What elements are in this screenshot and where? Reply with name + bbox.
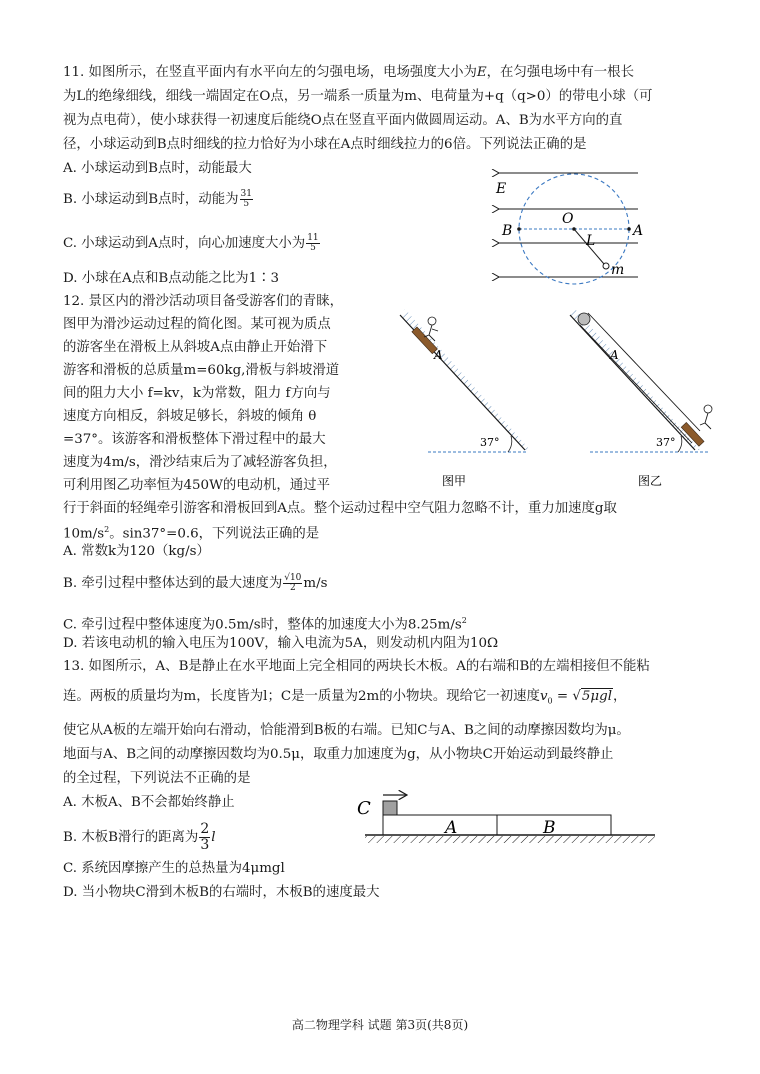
q13-option-a: A. 木板A、B不会都始终静止 <box>63 795 235 810</box>
q13-line1: 13. 如图所示，A、B是静止在水平地面上完全相同的两块长木板。A的右端和B的左端相接但不能粘 <box>63 659 650 674</box>
q12-option-d: D. 若该电动机的输入电压为100V，输入电流为5A，则发动机内阻为10Ω <box>63 636 499 651</box>
caption-jia: 图甲 <box>442 474 467 488</box>
label-a: A <box>434 348 443 362</box>
q12-line8: 速度为4m/s，滑沙结束后为了减轻游客负担， <box>63 455 337 470</box>
label-o: O <box>562 211 574 227</box>
q12-option-c: C. 牵引过程中整体速度为0.5m/s时，整体的加速度大小为$8.25m/s^2$ <box>63 616 467 633</box>
tourist-head <box>704 405 712 413</box>
q13-option-b: B. 木板B滑行的距离为 $\frac{2}{3}$ l <box>63 821 216 853</box>
q11-option-b: B. 小球运动到B点时，动能为 $\frac{31}{5}$ <box>63 189 252 209</box>
rope <box>588 313 700 431</box>
q13-line3: 使它从A板的左端开始向右滑动，恰能滑到B板的右端。已知C与A、B之间的动摩擦因数均为μ。 <box>63 723 630 738</box>
ground-hatch <box>365 836 655 843</box>
q11-option-c: C. 小球运动到A点时，向心加速度大小为 $\frac{11}{5}$ <box>63 233 319 253</box>
angle-arc <box>508 436 512 452</box>
label-e: E <box>496 181 507 197</box>
charged-ball <box>603 263 609 269</box>
slope-line <box>570 315 695 450</box>
q12-line7: =37°。该游客和滑板整体下滑过程中的最大 <box>63 432 326 447</box>
q11-line3: 视为点电荷），使小球获得一初速度后能绕O点在竖直平面内做圆周运动。A、B为水平方向的直 <box>63 113 623 128</box>
point-o <box>572 227 576 231</box>
label-b: B <box>543 818 556 838</box>
q11-circle-figure <box>480 165 650 290</box>
q13-boards-figure <box>355 788 660 850</box>
page-footer: 高二物理学科 试题 第3页(共8页) <box>291 1018 469 1032</box>
q11-line2: 为L的绝缘细线，细线一端固定在O点，另一端系一质量为m、电荷量为+q（q>0）的带电小球（可 <box>63 89 653 104</box>
label-a: A <box>610 348 619 362</box>
rope <box>580 325 692 443</box>
q13-line2: 连。两板的质量均为m，长度皆为l；C是一质量为2m的小物块。现给它一初速度$v_0 = √5\mu gl$， <box>63 689 627 706</box>
q11-option-d: D. 小球在A点和B点动能之比为1∶3 <box>63 271 280 286</box>
q11-line4: 径，小球运动到B点时细线的拉力恰好为小球在A点时细线拉力的6倍。下列说法正确的是 <box>63 137 587 152</box>
block-c <box>383 801 397 815</box>
q12-line1: 12. 景区内的滑沙活动项目备受游客们的青睐， <box>63 294 343 309</box>
caption-yi: 图乙 <box>638 474 663 488</box>
label-c: C <box>357 798 371 819</box>
label-b: B <box>502 223 513 239</box>
motor-pulley <box>578 313 590 325</box>
tourist-body <box>700 413 711 429</box>
q13-option-c: C. 系统因摩擦产生的总热量为4μmgl <box>63 861 285 876</box>
tourist-head <box>428 317 436 325</box>
q12-figure-jia <box>380 305 530 490</box>
angle-arc <box>678 436 682 452</box>
point-b <box>517 227 521 231</box>
q12-line10: 行于斜面的轻绳牵引游客和滑板回到A点。整个运动过程中空气阻力忽略不计，重力加速度g取 <box>63 501 617 516</box>
q12-option-a: A. 常数k为120（kg/s） <box>63 544 210 559</box>
label-l: L <box>586 233 596 249</box>
q12-line11: $10m/s^2$。sin37°=0.6，下列说法正确的是 <box>63 525 320 542</box>
point-a <box>627 227 631 231</box>
slope-hatch <box>570 309 700 450</box>
q12-line2: 图甲为滑沙运动过程的简化图。某可视为质点 <box>63 317 331 332</box>
q12-line3: 的游客坐在滑板上从斜坡A点由静止开始滑下 <box>63 340 328 355</box>
label-a: A <box>633 223 644 239</box>
q12-line9: 可利用图乙功率恒为450W的电动机，通过平 <box>63 478 330 493</box>
angle-label: 37° <box>656 436 676 449</box>
q13-option-d: D. 当小物块C滑到木板B的右端时，木板B的速度最大 <box>63 885 380 900</box>
q11-line1: 11. 如图所示，在竖直平面内有水平向左的匀强电场，电场强度大小为E，在匀强电场中有一根长 <box>63 65 634 80</box>
q12-line6: 速度方向相反，斜坡足够长，斜坡的倾角 θ <box>63 409 317 424</box>
board-a <box>383 815 497 835</box>
q12-figure-yi <box>560 305 720 490</box>
q13-line4: 地面与A、B之间的动摩擦因数均为0.5μ，取重力加速度为g，从小物块C开始运动到最终静止 <box>63 747 614 762</box>
angle-label: 37° <box>480 436 500 449</box>
q13-line5: 的全过程，下列说法不正确的是 <box>63 771 251 786</box>
q12-line4: 游客和滑板的总质量m=60kg,滑板与斜坡滑道 <box>63 363 340 378</box>
q11-option-a: A. 小球运动到B点时，动能最大 <box>63 161 252 176</box>
label-m: m <box>611 262 625 278</box>
label-a: A <box>445 818 458 838</box>
q12-line5: 间的阻力大小 f=kv，k为常数，阻力 f方向与 <box>63 386 331 401</box>
q12-option-b: B. 牵引过程中整体达到的最大速度为 $\frac{√10}{2}$ m/s <box>63 573 328 593</box>
